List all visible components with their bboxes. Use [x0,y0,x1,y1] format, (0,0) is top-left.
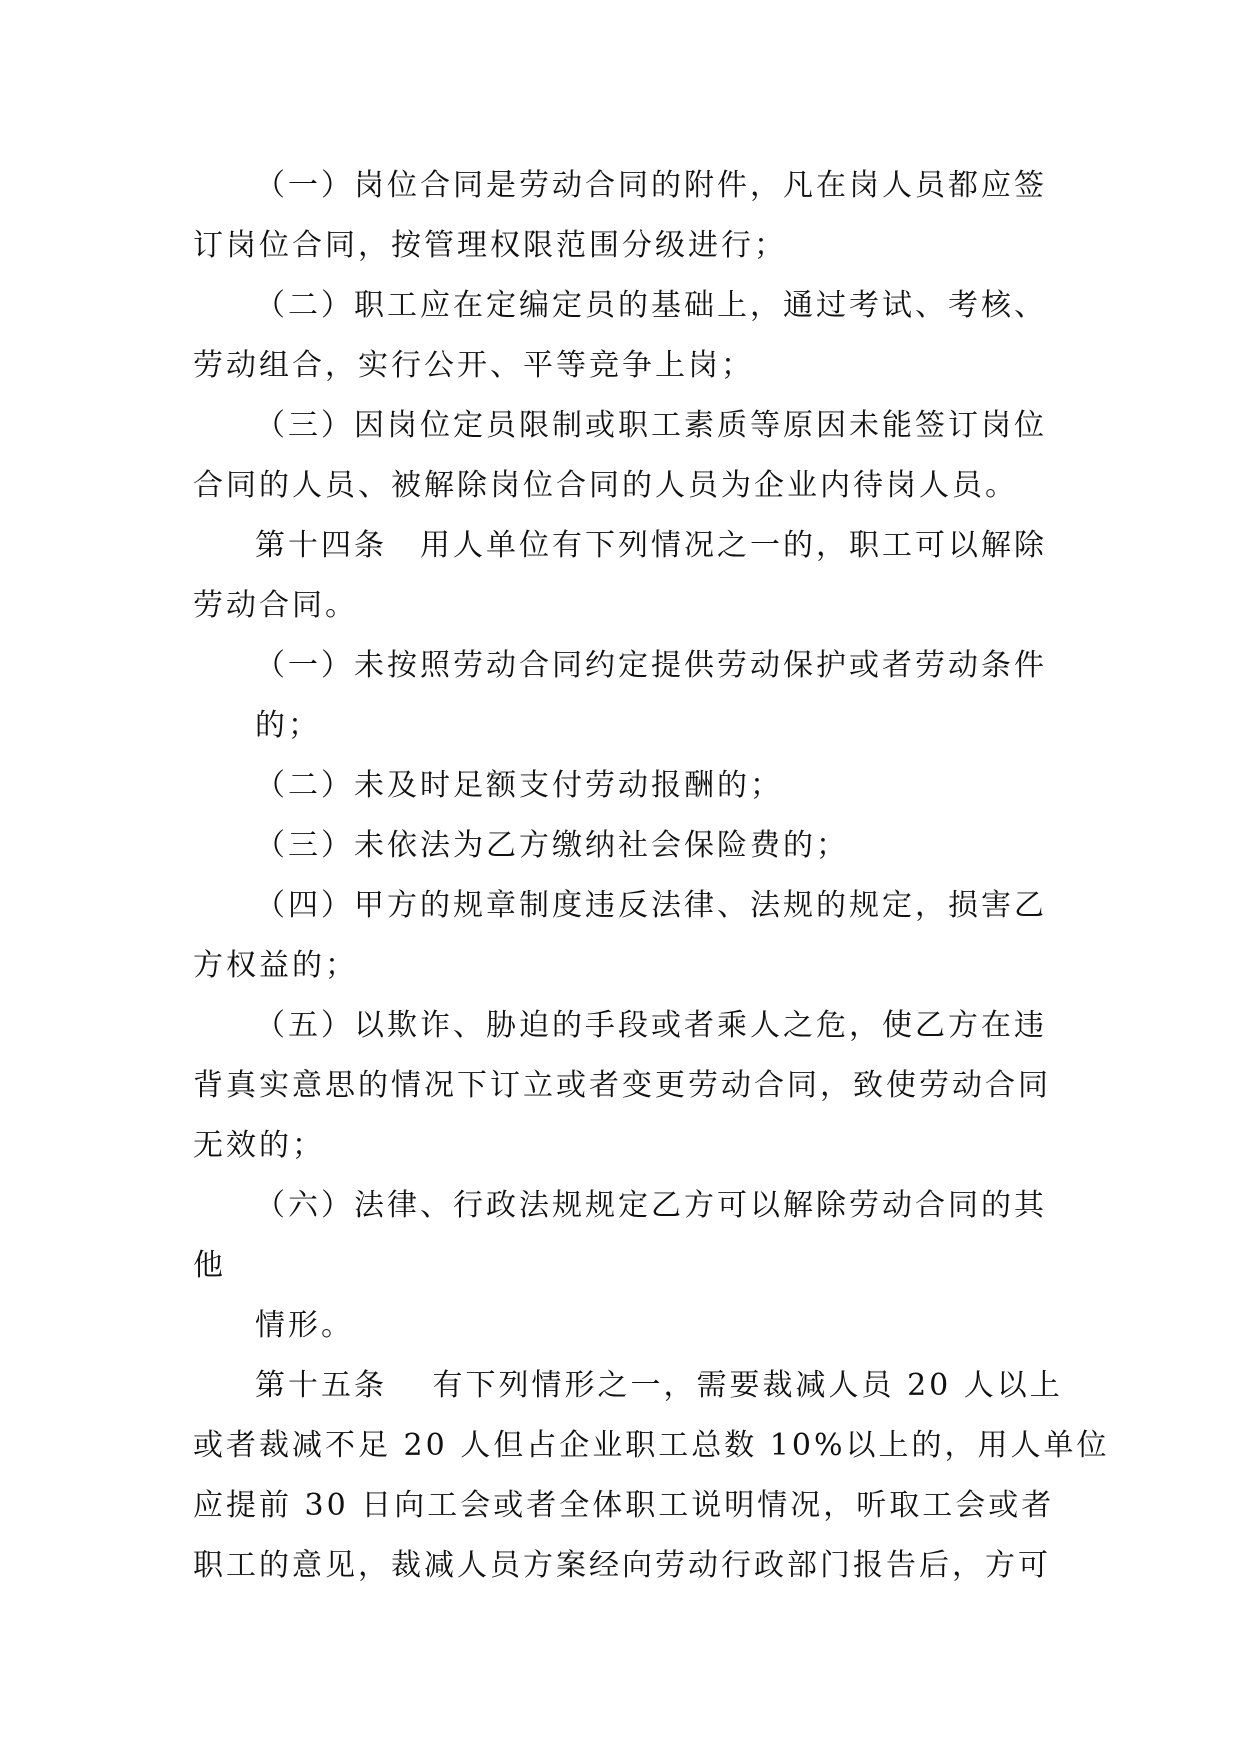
article-heading-line: 第十五条 有下列情形之一，需要裁减人员 20 人以上 [255,1368,1063,1403]
text-line: 方权益的； [193,948,358,983]
document-body [193,156,1110,1596]
text-line: （五）以欺诈、胁迫的手段或者乘人之危，使乙方在违 [255,1008,1047,1043]
text-line: 劳动组合，实行公开、平等竞争上岗； [193,348,754,383]
text-line: （六）法律、行政法规规定乙方可以解除劳动合同的其 [255,1188,1047,1223]
text-line: 职工的意见，裁减人员方案经向劳动行政部门报告后，方可 [193,1548,1051,1583]
text-line: 情形。 [255,1308,354,1343]
text-line: 或者裁减不足 20 人但占企业职工总数 10%以上的，用人单位 [193,1428,1110,1463]
text-line: 合同的人员、被解除岗位合同的人员为企业内待岗人员。 [193,468,1018,503]
text-line: 背真实意思的情况下订立或者变更劳动合同，致使劳动合同 [193,1068,1051,1103]
text-line: （三）未依法为乙方缴纳社会保险费的； [255,828,849,863]
text-line: 无效的； [193,1128,325,1163]
text-line: （四）甲方的规章制度违反法律、法规的规定，损害乙 [255,888,1047,923]
text-line: 应提前 30 日向工会或者全体职工说明情况，听取工会或者 [193,1488,1055,1523]
text-line: 的； [255,708,321,743]
article-heading-line: 第十四条 用人单位有下列情况之一的，职工可以解除 [255,528,1047,563]
text-line: 他 [193,1248,226,1283]
text-line: （二）未及时足额支付劳动报酬的； [255,768,783,803]
text-line: （一）未按照劳动合同约定提供劳动保护或者劳动条件 [255,648,1047,683]
text-line: （一）岗位合同是劳动合同的附件，凡在岗人员都应签 [255,168,1047,203]
text-line: （二）职工应在定编定员的基础上，通过考试、考核、 [255,288,1047,323]
text-line: 订岗位合同，按管理权限范围分级进行； [193,228,787,263]
text-line: （三）因岗位定员限制或职工素质等原因未能签订岗位 [255,408,1047,443]
text-line: 劳动合同。 [193,588,358,623]
